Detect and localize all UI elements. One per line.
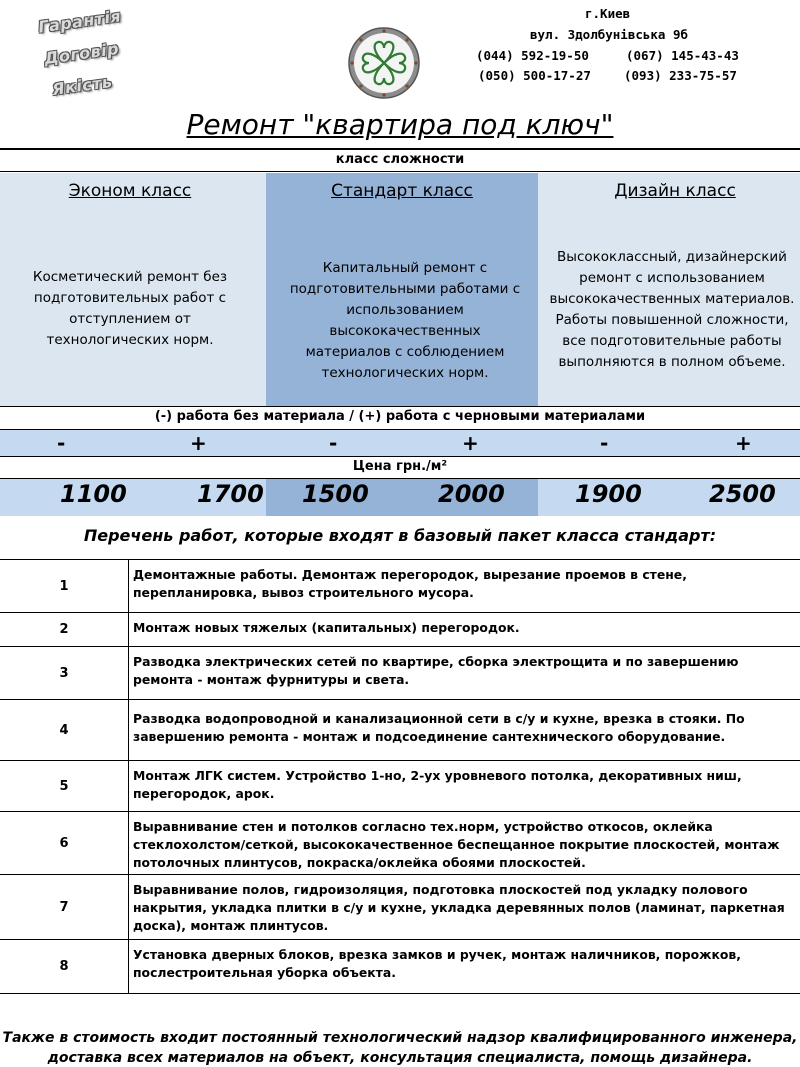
sign-standard-plus: + [462, 431, 479, 455]
class-description-economy: Косметический ремонт без подготовительных работ с отступлением от технологических норм. [32, 269, 228, 348]
sign-design-plus: + [735, 431, 752, 455]
phone-1: (044) 592-19-50 [476, 48, 589, 63]
complexity-label: класс сложности [335, 152, 465, 167]
table-row [0, 875, 800, 940]
price-standard-minus: 1500 [302, 480, 369, 508]
price-economy-plus: 1700 [197, 480, 264, 508]
table-row [0, 647, 800, 700]
work-number: 2 [0, 613, 129, 646]
divider [0, 148, 800, 150]
work-number: 3 [0, 647, 129, 699]
slogan-guarantee: Гарантія [37, 6, 123, 37]
work-description: Установка дверных блоков, врезка замков и ручек, монтаж наличников, порожков, послестроительная уборка объекта. [133, 947, 741, 980]
class-description-standard: Капитальный ремонт с подготовительными работами с использованием высококачественных материалов с соблюдением технологических норм. [289, 260, 521, 381]
price-standard-plus: 2000 [438, 480, 505, 508]
footer-line-2: доставка всех материалов на объект, консультация специалиста, помощь дизайнера. [47, 1050, 753, 1066]
table-row [0, 812, 800, 875]
phone-4: (093) 233-75-57 [624, 68, 737, 83]
table-row [0, 613, 800, 647]
price-economy-minus: 1100 [60, 480, 127, 508]
phone-3: (050) 500-17-27 [478, 68, 591, 83]
works-list-title: Перечень работ, которые входят в базовый пакет класса стандарт: [83, 526, 717, 545]
table-row [0, 560, 800, 613]
sign-standard-minus: - [329, 431, 338, 455]
work-number: 7 [0, 875, 129, 939]
clover-emblem-icon [347, 26, 421, 100]
material-note: (-) работа без материала / (+) работа с черновыми материалами [154, 409, 646, 424]
work-number: 1 [0, 560, 129, 612]
work-description: Демонтажные работы. Демонтаж перегородок, вырезание проемов в стене, перепланировка, вывоз строительного мусора. [133, 567, 687, 600]
work-description: Выравнивание стен и потолков согласно тех.норм, устройство откосов, оклейка стеклохолстом/сеткой, высококачественное беспещанное покрытие плоскостей, монтаж потолочных плинтусов, покраска/оклейка обоями плоскостей. [133, 819, 780, 870]
phone-2: (067) 145-43-43 [626, 48, 739, 63]
sign-design-minus: - [600, 431, 609, 455]
sign-economy-plus: + [190, 431, 207, 455]
work-description: Монтаж ЛГК систем. Устройство 1-но, 2-ух уровневого потолка, декоративных ниш, перегородок, арок. [133, 768, 742, 801]
divider [0, 171, 800, 172]
work-number: 5 [0, 761, 129, 811]
contact-street: вул. Здолбунівська 9б [530, 27, 689, 42]
price-design-plus: 2500 [709, 480, 776, 508]
work-description: Разводка электрических сетей по квартире, сборка электрощита и по завершению ремонта - монтаж фурнитуры и света. [133, 654, 739, 687]
divider [0, 406, 800, 407]
work-description: Выравнивание полов, гидроизоляция, подготовка плоскостей под укладку полового накрытия, укладка плитки в с/у и кухне, укладка деревянных полов (ламинат, паркетная доска), монтаж плинтусов. [133, 882, 785, 933]
page-title: Ремонт "квартира под ключ" [186, 108, 614, 141]
slogan-contract: Договір [43, 38, 121, 69]
price-design-minus: 1900 [575, 480, 642, 508]
class-description-design: Высококлассный, дизайнерский ремонт с использованием высококачественных материалов. Работы повышенной сложности, все подготовительные работы выполняются в полном объеме. [549, 249, 795, 370]
divider [0, 456, 800, 457]
work-number: 4 [0, 700, 129, 760]
sign-economy-minus: - [57, 431, 66, 455]
class-name-economy: Эконом класс [68, 181, 192, 201]
price-label: Цена грн./м² [352, 459, 448, 474]
class-name-design: Дизайн класс [614, 181, 736, 201]
sign-band [0, 430, 800, 456]
footer-line-1: Также в стоимость входит постоянный технологический надзор квалифицированного инженера, [2, 1030, 798, 1046]
class-name-standard: Стандарт класс [331, 181, 473, 201]
slogan-quality: Якість [50, 71, 114, 100]
work-description: Монтаж новых тяжелых (капитальных) перегородок. [133, 620, 520, 635]
work-number: 6 [0, 812, 129, 874]
table-row [0, 700, 800, 761]
works-table [0, 559, 800, 994]
work-description: Разводка водопроводной и канализационной сети в с/у и кухне, врезка в стояки. По завершению ремонта - монтаж и подсоединение сантехнического оборудование. [133, 711, 745, 744]
table-row [0, 940, 800, 993]
table-row [0, 761, 800, 812]
work-number: 8 [0, 940, 129, 993]
contact-city: г.Киев [585, 6, 631, 21]
